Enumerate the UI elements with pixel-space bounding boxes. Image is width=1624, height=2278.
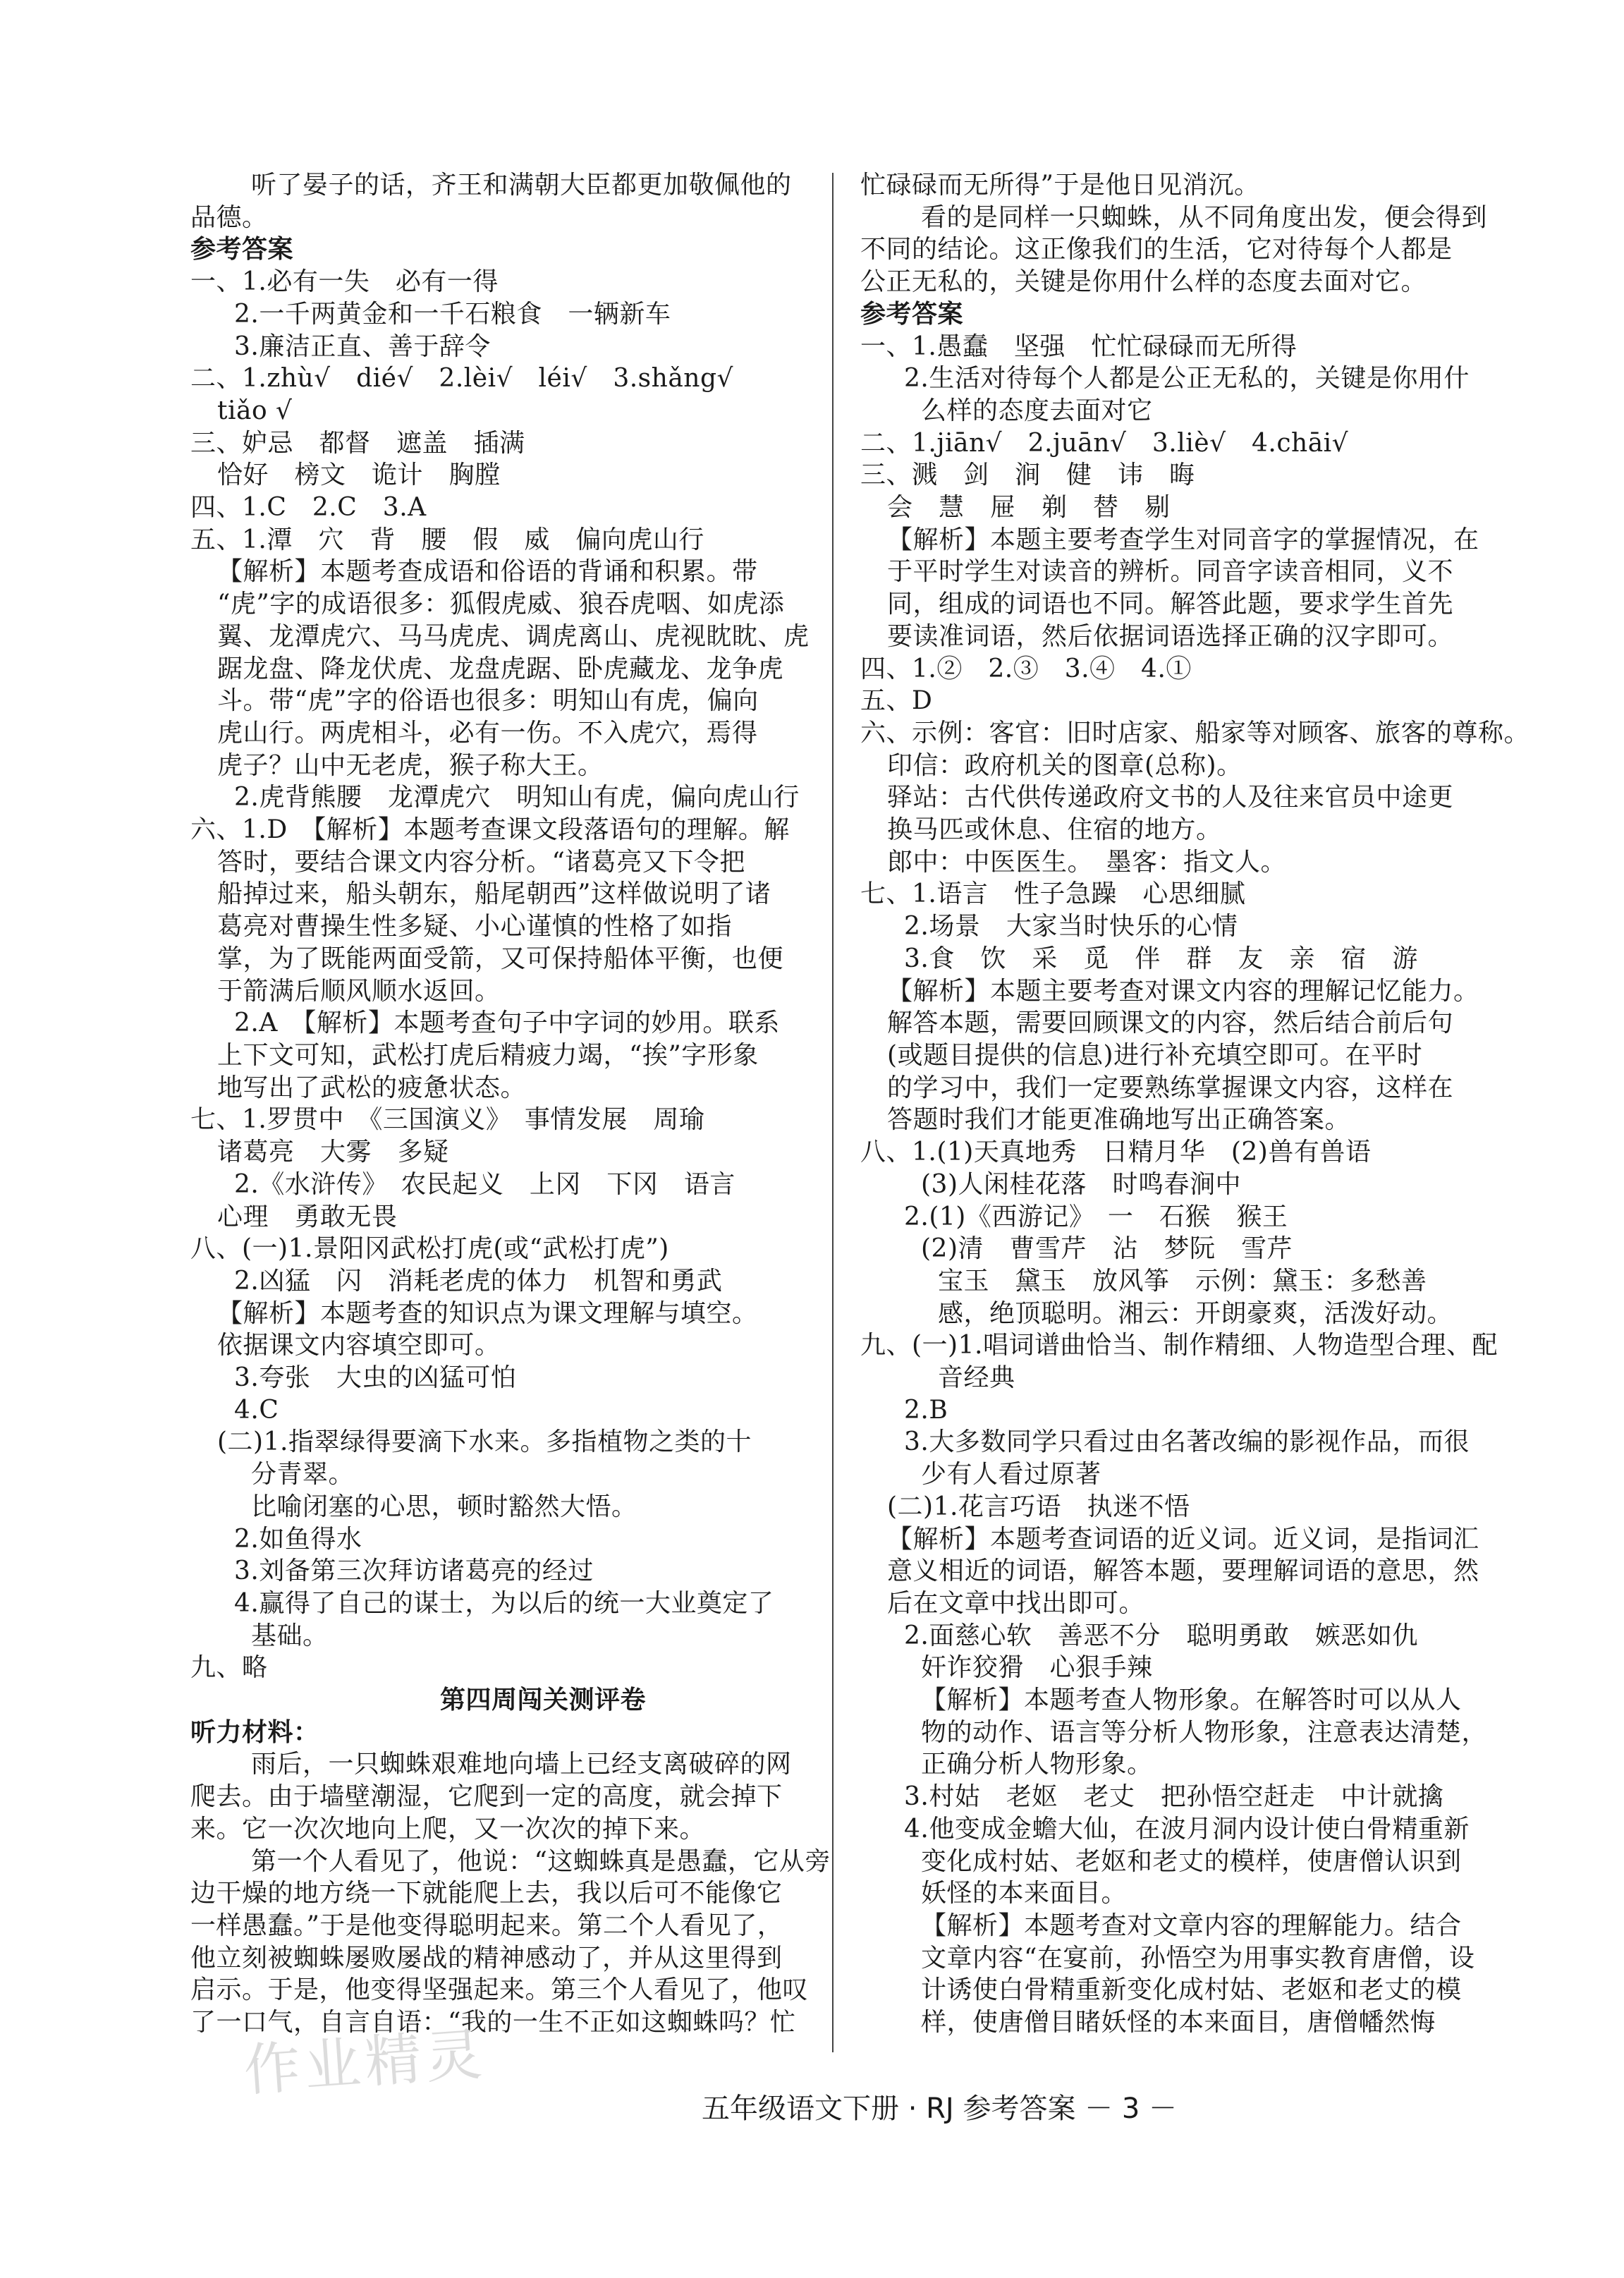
text-line: (3)人闲桂花落 时鸣春涧中 bbox=[921, 1169, 1241, 1199]
text-line: 诸葛亮 大雾 多疑 bbox=[217, 1138, 449, 1167]
text-line: 二、1.zhù√ dié√ 2.lèi√ léi√ 3.shǎng√ bbox=[190, 364, 733, 394]
text-line: 不同的结论。这正像我们的生活，它对待每个人都是 bbox=[860, 235, 1453, 264]
text-line: 答题时我们才能更准确地写出正确答案。 bbox=[887, 1105, 1351, 1135]
text-line: 少有人看过原著 bbox=[921, 1460, 1101, 1490]
text-line: 雨后，一只蜘蛛艰难地向墙上已经支离破碎的网 bbox=[251, 1750, 792, 1779]
text-line: 一样愚蠢。”于是他变得聪明起来。第二个人看见了， bbox=[190, 1911, 783, 1940]
text-line: 2.场景 大家当时快乐的心情 bbox=[904, 912, 1238, 942]
text-line: 基础。 bbox=[251, 1621, 329, 1650]
text-line: 3.大多数同学只看过由名著改编的影视作品，而很 bbox=[904, 1427, 1470, 1457]
text-line: “虎”字的成语很多：狐假虎威、狼吞虎咽、如虎添 bbox=[217, 590, 785, 619]
text-line: 虎山行。两虎相斗，必有一伤。不入虎穴，焉得 bbox=[217, 718, 758, 748]
text-line: 后在文章中找出即可。 bbox=[887, 1588, 1145, 1618]
text-line: 参考答案 bbox=[190, 234, 294, 264]
text-line: 心理 勇敢无畏 bbox=[217, 1202, 398, 1231]
text-line: 计诱使白骨精重新变化成村姑、老妪和老丈的模 bbox=[921, 1975, 1462, 2005]
right-column bbox=[860, 169, 1565, 2039]
text-line: 三、溅 剑 涧 健 讳 晦 bbox=[860, 461, 1195, 490]
text-line: 来。它一次次地向上爬，又一次次的掉下来。 bbox=[190, 1814, 706, 1844]
text-line: 印信：政府机关的图章(总称)。 bbox=[887, 750, 1243, 780]
text-line: 四、1.C 2.C 3.A bbox=[190, 493, 427, 523]
text-line: 驿站：古代供传递政府文书的人及往来官员中途更 bbox=[887, 783, 1454, 812]
text-line: (二)1.指翠绿得要滴下水来。多指植物之类的十 bbox=[217, 1427, 752, 1457]
text-line: 意义相近的词语，解答本题，要理解词语的意思，然 bbox=[887, 1557, 1479, 1586]
text-line: 2.一千两黄金和一千石粮食 一辆新车 bbox=[234, 299, 671, 329]
left-column bbox=[190, 169, 896, 2039]
text-line: 掌，为了既能两面受箭，又可保持船体平衡，也便 bbox=[217, 944, 784, 973]
text-line: 六、示例：客官：旧时店家、船家等对顾客、旅客的尊称。 bbox=[860, 718, 1530, 748]
text-line: 九、略 bbox=[190, 1653, 268, 1683]
text-line: 虎子？山中无老虎，猴子称大王。 bbox=[217, 750, 604, 780]
text-line: 奸诈狡猾 心狠手辣 bbox=[921, 1653, 1153, 1683]
text-line: 七、1.罗贯中 《三国演义》 事情发展 周瑜 bbox=[190, 1105, 705, 1135]
text-line: 三、妒忌 都督 遮盖 插满 bbox=[190, 428, 525, 458]
text-line: 五、1.潭 穴 背 腰 假 威 偏向虎山行 bbox=[190, 525, 704, 554]
text-line: 解答本题，需要回顾课文的内容，然后结合前后句 bbox=[887, 1009, 1454, 1038]
text-line: 【解析】本题考查的知识点为课文理解与填空。 bbox=[217, 1298, 758, 1328]
text-line: 二、1.jiān√ 2.juān√ 3.liè√ 4.chāi√ bbox=[860, 428, 1349, 458]
text-line: 参考答案 bbox=[860, 298, 964, 329]
text-line: 2.如鱼得水 bbox=[234, 1524, 362, 1554]
text-line: 品德。 bbox=[190, 202, 268, 232]
text-line: 么样的态度去面对它 bbox=[921, 396, 1153, 425]
text-line: 音经典 bbox=[938, 1363, 1015, 1393]
text-line: 船掉过来，船头朝东，船尾朝西”这样做说明了诸 bbox=[217, 879, 771, 909]
text-line: 4.他变成金蟾大仙，在波月洞内设计使白骨精重新 bbox=[904, 1814, 1470, 1844]
text-line: 他立刻被蜘蛛屡败屡战的精神感动了，并从这里得到 bbox=[190, 1943, 783, 1973]
text-line: 看的是同样一只蜘蛛，从不同角度出发，便会得到 bbox=[921, 202, 1488, 232]
text-line: 上下文可知，武松打虎后精疲力竭，“挨”字形象 bbox=[217, 1040, 759, 1070]
text-line: 2.面慈心软 善恶不分 聪明勇敢 嫉恶如仇 bbox=[904, 1621, 1418, 1650]
page-footer: 五年级语文下册 · RJ 参考答案 － 3 － bbox=[702, 2093, 1178, 2125]
text-line: 变化成村姑、老妪和老丈的模样，使唐僧认识到 bbox=[921, 1846, 1462, 1876]
text-line: (二)1.花言巧语 执迷不悟 bbox=[887, 1492, 1190, 1521]
text-line: 四、1.② 2.③ 3.④ 4.① bbox=[860, 654, 1192, 683]
text-line: 要读准词语，然后依据词语选择正确的汉字即可。 bbox=[887, 621, 1454, 651]
column-divider bbox=[832, 173, 834, 2052]
text-line: 翼、龙潭虎穴、马马虎虎、调虎离山、虎视眈眈、虎 bbox=[217, 621, 810, 651]
text-line: 公正无私的，关键是你用什么样的态度去面对它。 bbox=[860, 267, 1427, 297]
text-line: 爬去。由于墙壁潮湿，它爬到一定的高度，就会掉下 bbox=[190, 1782, 783, 1812]
text-line: 【解析】本题考查对文章内容的理解能力。结合 bbox=[921, 1911, 1462, 1940]
text-line: 踞龙盘、降龙伏虎、龙盘虎踞、卧虎藏龙、龙争虎 bbox=[217, 654, 784, 683]
text-line: 2.A 【解析】本题考查句子中字词的妙用。联系 bbox=[234, 1009, 780, 1038]
text-line: 3.刘备第三次拜访诸葛亮的经过 bbox=[234, 1557, 594, 1586]
text-line: 八、1.(1)天真地秀 日精月华 (2)兽有兽语 bbox=[860, 1138, 1372, 1167]
text-line: 听了晏子的话，齐王和满朝大臣都更加敬佩他的 bbox=[251, 171, 792, 200]
text-line: 七、1.语言 性子急躁 心思细腻 bbox=[860, 879, 1246, 909]
text-line: 于箭满后顺风顺水返回。 bbox=[217, 976, 501, 1006]
text-line: 正确分析人物形象。 bbox=[921, 1750, 1153, 1779]
text-line: 了一口气，自言自语：“我的一生不正如这蜘蛛吗？忙 bbox=[190, 2008, 796, 2038]
text-line: 2.《水浒传》 农民起义 上冈 下冈 语言 bbox=[234, 1169, 735, 1199]
text-line: 2.B bbox=[904, 1395, 948, 1425]
text-line: 听力材料： bbox=[190, 1717, 319, 1747]
text-line: (或题目提供的信息)进行补充填空即可。在平时 bbox=[887, 1040, 1423, 1070]
text-line: 2.(1)《西游记》 一 石猴 猴王 bbox=[904, 1202, 1288, 1231]
text-line: 忙碌碌而无所得”于是他日见消沉。 bbox=[860, 171, 1260, 200]
text-line: 边干燥的地方绕一下就能爬上去，我以后可不能像它 bbox=[190, 1879, 783, 1908]
text-line: tiǎo √ bbox=[217, 396, 293, 425]
text-line: 同，组成的词语也不同。解答此题，要求学生首先 bbox=[887, 590, 1454, 619]
text-line: 郎中：中医医生。 墨客：指文人。 bbox=[887, 847, 1287, 877]
text-line: 3.村姑 老妪 老丈 把孙悟空赶走 中计就擒 bbox=[904, 1782, 1444, 1812]
text-line: 的学习中，我们一定要熟练掌握课文内容，这样在 bbox=[887, 1073, 1454, 1102]
watermark: 作业精灵 bbox=[241, 2021, 489, 2104]
text-line: 2.凶猛 闪 消耗老虎的体力 机智和勇武 bbox=[234, 1266, 723, 1296]
text-line: 恰好 榜文 诡计 胸膛 bbox=[217, 461, 501, 490]
text-line: 3.夸张 大虫的凶猛可怕 bbox=[234, 1363, 517, 1393]
text-line: (2)清 曹雪芹 沾 梦阮 雪芹 bbox=[921, 1234, 1293, 1264]
text-line: 3.食 饮 采 觅 伴 群 友 亲 宿 游 bbox=[904, 944, 1418, 973]
text-line: 一、1.愚蠢 坚强 忙忙碌碌而无所得 bbox=[860, 331, 1298, 361]
text-line: 比喻闭塞的心思，顿时豁然大悟。 bbox=[251, 1492, 637, 1521]
text-line: 2.生活对待每个人都是公正无私的，关键是你用什 bbox=[904, 364, 1470, 394]
text-line: 样，使唐僧目睹妖怪的本来面目，唐僧幡然悔 bbox=[921, 2008, 1436, 2038]
text-line: 感，绝顶聪明。湘云：开朗豪爽，活泼好动。 bbox=[938, 1298, 1453, 1328]
text-line: 六、1.D 【解析】本题考查课文段落语句的理解。解 bbox=[190, 815, 790, 845]
text-line: 地写出了武松的疲惫状态。 bbox=[217, 1073, 527, 1102]
text-line: 妖怪的本来面目。 bbox=[921, 1879, 1128, 1908]
text-line: 【解析】本题主要考查学生对同音字的掌握情况，在 bbox=[887, 525, 1479, 554]
text-line: 第一个人看见了，他说：“这蜘蛛真是愚蠢，它从旁 bbox=[251, 1846, 831, 1876]
text-line: 【解析】本题考查词语的近义词。近义词，是指词汇 bbox=[887, 1524, 1479, 1554]
text-line: 换马匹或休息、住宿的地方。 bbox=[887, 815, 1222, 845]
text-line: 一、1.必有一失 必有一得 bbox=[190, 267, 499, 297]
text-line: 文章内容“在宴前，孙悟空为用事实教育唐僧，设 bbox=[921, 1943, 1475, 1973]
text-line: 4.赢得了自己的谋士，为以后的统一大业奠定了 bbox=[234, 1588, 774, 1618]
text-line: 葛亮对曹操生性多疑、小心谨慎的性格了如指 bbox=[217, 912, 733, 942]
text-line: 【解析】本题考查成语和俗语的背诵和积累。带 bbox=[217, 557, 758, 587]
text-line: 物的动作、语言等分析人物形象，注意表达清楚， bbox=[921, 1717, 1488, 1747]
text-line: 第四周闯关测评卷 bbox=[439, 1685, 646, 1715]
text-line: 启示。于是，他变得坚强起来。第三个人看见了，他叹 bbox=[190, 1975, 809, 2005]
text-line: 于平时学生对读音的辨析。同音字读音相同，义不 bbox=[887, 557, 1454, 587]
text-line: 会 慧 屉 剃 替 剔 bbox=[887, 493, 1171, 523]
text-line: 五、D bbox=[860, 686, 933, 716]
text-line: 3.廉洁正直、善于辞令 bbox=[234, 331, 491, 361]
text-line: 宝玉 黛玉 放风筝 示例：黛玉：多愁善 bbox=[938, 1266, 1427, 1296]
text-line: 【解析】本题主要考查对课文内容的理解记忆能力。 bbox=[887, 976, 1479, 1006]
text-line: 【解析】本题考查人物形象。在解答时可以从人 bbox=[921, 1686, 1462, 1715]
text-line: 八、(一)1.景阳冈武松打虎(或“武松打虎”) bbox=[190, 1234, 669, 1264]
text-line: 分青翠。 bbox=[251, 1460, 355, 1490]
text-line: 依据课文内容填空即可。 bbox=[217, 1331, 501, 1360]
text-line: 斗。带“虎”字的俗语也很多：明知山有虎，偏向 bbox=[217, 686, 759, 716]
text-line: 2.虎背熊腰 龙潭虎穴 明知山有虎，偏向虎山行 bbox=[234, 783, 800, 812]
text-line: 九、(一)1.唱词谱曲恰当、制作精细、人物造型合理、配 bbox=[860, 1331, 1498, 1360]
text-line: 4.C bbox=[234, 1395, 279, 1425]
text-line: 答时，要结合课文内容分析。“诸葛亮又下令把 bbox=[217, 847, 745, 877]
